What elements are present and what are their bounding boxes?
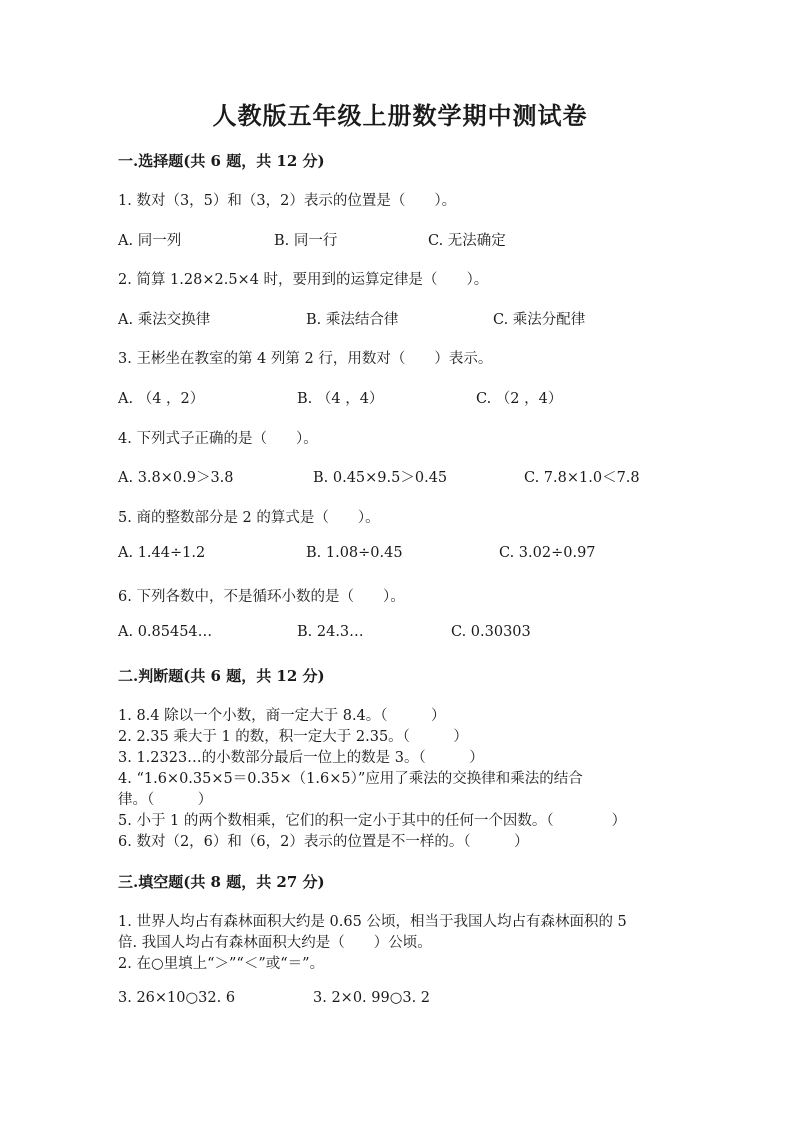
fill-line-1-cont: 倍. 我国人均占有森林面积大约是（ ）公顷。 — [118, 935, 432, 951]
choice-q3-option-c: C. （2 ，4） — [476, 391, 563, 407]
choice-q2-option-c: C. 乘法分配律 — [493, 312, 586, 328]
choice-question-2: 2. 简算 1.28×2.5×4 时，要用到的运算定律是（ ）。 — [118, 272, 489, 288]
choice-q4-option-b: B. 0.45×9.5＞0.45 — [313, 470, 448, 486]
section-heading-choice: 一.选择题(共 6 题，共 12 分) — [118, 152, 325, 170]
choice-question-6: 6. 下列各数中，不是循环小数的是（ ）。 — [118, 589, 405, 605]
choice-q1-option-c: C. 无法确定 — [428, 233, 506, 249]
judgement-line-3: 3. 1.2323…的小数部分最后一位上的数是 3。（ ） — [118, 750, 484, 766]
choice-question-3: 3. 王彬坐在教室的第 4 列第 2 行，用数对（ ）表示。 — [118, 351, 493, 367]
section-heading-fill-blank: 三.填空题(共 8 题，共 27 分) — [118, 873, 325, 891]
choice-q4-option-a: A. 3.8×0.9＞3.8 — [118, 470, 234, 486]
judgement-line-5: 5. 小于 1 的两个数相乘，它们的积一定小于其中的任何一个因数。（ ） — [118, 813, 627, 829]
exam-title: 人教版五年级上册数学期中测试卷 — [212, 101, 588, 130]
choice-q1-option-a: A. 同一列 — [118, 233, 182, 249]
choice-q2-option-a: A. 乘法交换律 — [118, 312, 211, 328]
choice-q6-option-a: A. 0.85454… — [118, 624, 213, 640]
choice-q6-option-c: C. 0.30303 — [451, 624, 531, 640]
choice-q2-option-b: B. 乘法结合律 — [306, 312, 399, 328]
choice-q3-option-b: B. （4 ，4） — [297, 391, 384, 407]
section-heading-judgement: 二.判断题(共 6 题，共 12 分) — [118, 667, 325, 685]
choice-q5-option-a: A. 1.44÷1.2 — [118, 545, 206, 561]
judgement-line-1: 1. 8.4 除以一个小数，商一定大于 8.4。（ ） — [118, 708, 446, 724]
choice-question-5: 5. 商的整数部分是 2 的算式是（ ）。 — [118, 510, 380, 526]
compare-item-2: 3. 2×0. 99○3. 2 — [313, 990, 431, 1006]
choice-q5-option-b: B. 1.08÷0.45 — [306, 545, 403, 561]
choice-q4-option-c: C. 7.8×1.0＜7.8 — [524, 470, 640, 486]
judgement-line-4: 4. “1.6×0.35×5＝0.35×（1.6×5）”应用了乘法的交换律和乘法的结合 — [118, 771, 583, 787]
choice-q3-option-a: A. （4 ，2） — [118, 391, 205, 407]
compare-item-1: 3. 26×10○32. 6 — [118, 990, 236, 1006]
choice-q6-option-b: B. 24.3… — [297, 624, 364, 640]
judgement-line-2: 2. 2.35 乘大于 1 的数，积一定大于 2.35。（ ） — [118, 729, 468, 745]
choice-q5-option-c: C. 3.02÷0.97 — [499, 545, 596, 561]
judgement-line-4-cont: 律。（ ） — [118, 792, 213, 808]
choice-question-4: 4. 下列式子正确的是（ ）。 — [118, 431, 318, 447]
judgement-line-6: 6. 数对（2，6）和（6，2）表示的位置是不一样的。（ ） — [118, 834, 529, 850]
fill-line-1: 1. 世界人均占有森林面积大约是 0.65 公顷，相当于我国人均占有森林面积的 5 — [118, 914, 627, 930]
fill-line-2: 2. 在○里填上“＞”“＜”或“＝”。 — [118, 956, 325, 972]
choice-question-1: 1. 数对（3，5）和（3，2）表示的位置是（ ）。 — [118, 193, 457, 209]
choice-q1-option-b: B. 同一行 — [274, 233, 338, 249]
